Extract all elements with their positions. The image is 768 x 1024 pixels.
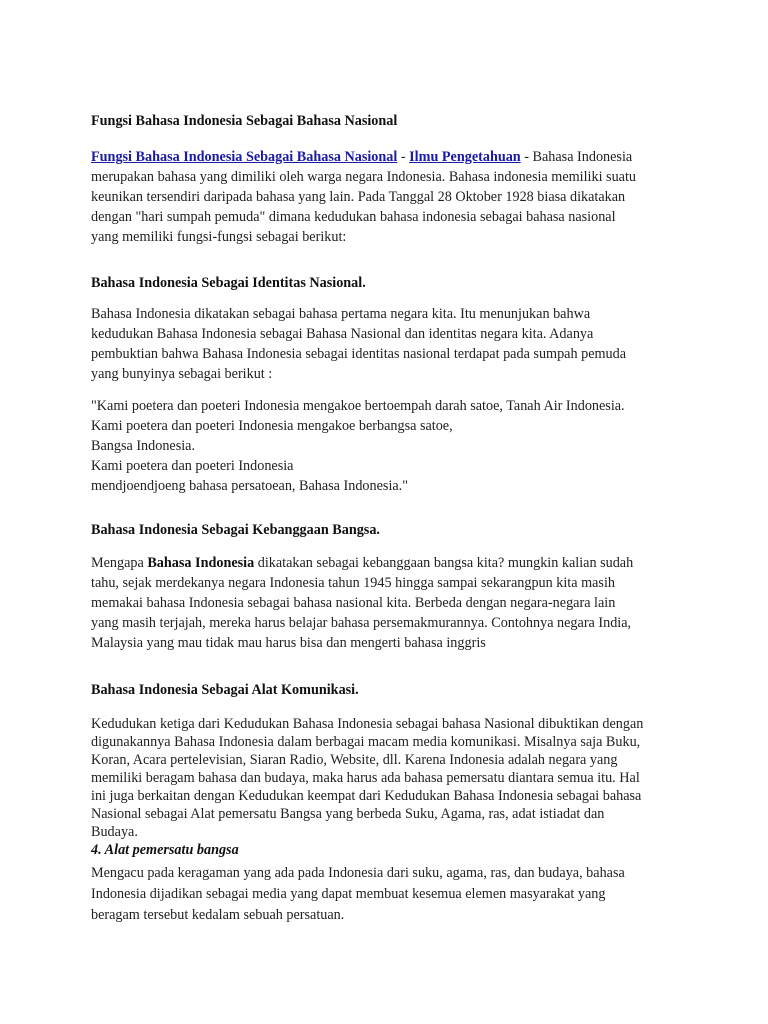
text-line: [91, 345, 626, 363]
text-segment: ini juga berkaitan dengan Kedudukan keempat dari Kedudukan Bahasa Indonesia sebagai bahasa: [91, 788, 642, 804]
text-line: [91, 274, 366, 292]
text-line: [91, 188, 625, 206]
text-line: [91, 397, 625, 415]
text-segment: dikatakan sebagai kebanggaan bangsa kita? mungkin kalian sudah: [254, 555, 634, 571]
text-line: [91, 477, 408, 495]
text-segment: memiliki beragam bahasa dan budaya, maka harus ada bahasa pemersatu diantara semua itu. Hal: [91, 770, 640, 786]
text-line: [91, 148, 632, 166]
text-segment: Kami poetera dan poeteri Indonesia mengakoe berbangsa satoe,: [91, 418, 453, 434]
text-segment: Indonesia dijadikan sebagai media yang dapat membuat kesemua elemen masyarakat yang: [91, 886, 606, 902]
text-line: [91, 554, 633, 572]
text-segment: -: [397, 149, 410, 165]
text-line: [91, 325, 593, 343]
text-segment: Koran, Acara pertelevisian, Siaran Radio, Website, dll. Karena Indonesia adalah negara yang: [91, 752, 618, 768]
text-line: [91, 823, 138, 841]
text-segment: yang memiliki fungsi-fungsi sebagai berikut:: [91, 229, 347, 245]
text-segment: Kami poetera dan poeteri Indonesia: [91, 458, 294, 474]
text-segment: Mengacu pada keragaman yang ada pada Indonesia dari suku, agama, ras, dan budaya, bahasa: [91, 865, 625, 881]
text-segment: Kedudukan ketiga dari Kedudukan Bahasa Indonesia sebagai bahasa Nasional dibuktikan dengan: [91, 716, 644, 732]
text-line: [91, 594, 615, 612]
text-line: [91, 574, 615, 592]
text-segment: Bangsa Indonesia.: [91, 438, 196, 454]
text-segment: - Bahasa Indonesia: [520, 149, 633, 165]
text-line: [91, 805, 604, 823]
text-line: [91, 733, 640, 751]
text-line: [91, 906, 344, 924]
text-line: [91, 681, 359, 699]
text-line: [91, 751, 617, 769]
text-line: [91, 769, 640, 787]
text-segment: pembuktian bahwa Bahasa Indonesia sebagai identitas nasional terdapat pada sumpah pemuda: [91, 346, 627, 362]
text-line: [91, 305, 590, 323]
text-line: [91, 885, 606, 903]
text-segment: yang bunyinya sebagai berikut :: [91, 366, 273, 382]
text-segment: Malaysia yang mau tidak mau harus bisa dan mengerti bahasa inggris: [91, 635, 486, 651]
text-line: [91, 521, 380, 539]
text-segment: Nasional sebagai Alat pemersatu Bangsa yang berbeda Suku, Agama, ras, adat istiadat dan: [91, 806, 605, 822]
text-segment: Bahasa Indonesia Sebagai Kebanggaan Bangsa.: [91, 522, 380, 538]
text-segment: Bahasa Indonesia Sebagai Identitas Nasional.: [91, 275, 366, 291]
text-segment: kedudukan Bahasa Indonesia sebagai Bahasa Nasional dan identitas negara kita. Adanya: [91, 326, 594, 342]
text-segment: yang masih terjajah, mereka harus belajar bahasa persemakmurannya. Contohnya negara India,: [91, 615, 632, 631]
text-segment: Budaya.: [91, 824, 138, 840]
text-segment: Bahasa Indonesia Sebagai Alat Komunikasi.: [91, 682, 359, 698]
text-line: [91, 841, 239, 859]
text-line: [91, 208, 616, 226]
text-line: [91, 614, 631, 632]
text-segment: Bahasa Indonesia: [147, 555, 255, 571]
text-segment: Fungsi Bahasa Indonesia Sebagai Bahasa Nasional: [91, 113, 398, 129]
text-segment: memakai bahasa Indonesia sebagai bahasa nasional kita. Berbeda dengan negara-negara lain: [91, 595, 616, 611]
text-line: [91, 228, 346, 246]
text-segment: dengan "hari sumpah pemuda" dimana kedudukan bahasa indonesia sebagai bahasa nasional: [91, 209, 616, 225]
hyperlink[interactable]: Ilmu Pengetahuan: [409, 149, 521, 165]
text-segment: Bahasa Indonesia dikatakan sebagai bahasa pertama negara kita. Itu menunjukan bahwa: [91, 306, 591, 322]
text-segment: mendjoendjoeng bahasa persatoean, Bahasa Indonesia.": [91, 478, 409, 494]
text-segment: tahu, sejak merdekanya negara Indonesia tahun 1945 hingga sampai sekarangpun kita masih: [91, 575, 615, 591]
text-segment: merupakan bahasa yang dimiliki oleh warga negara Indonesia. Bahasa indonesia memiliki suatu: [91, 169, 637, 185]
text-segment: "Kami poetera dan poeteri Indonesia mengakoe bertoempah darah satoe, Tanah Air Indonesia.: [91, 398, 625, 414]
text-segment: Mengapa: [91, 555, 148, 571]
text-segment: beragam tersebut kedalam sebuah persatuan.: [91, 907, 345, 923]
text-segment: digunakannya Bahasa Indonesia dalam berbagai macam media komunikasi. Misalnya saja Buku,: [91, 734, 641, 750]
text-line: [91, 715, 643, 733]
text-line: [91, 417, 453, 435]
text-line: [91, 437, 195, 455]
text-line: [91, 112, 397, 130]
hyperlink[interactable]: Fungsi Bahasa Indonesia Sebagai Bahasa Nasional: [91, 149, 398, 165]
text-line: [91, 365, 272, 383]
text-line: [91, 457, 293, 475]
text-line: [91, 787, 641, 805]
text-line: [91, 864, 625, 882]
text-segment: 4. Alat pemersatu bangsa: [91, 842, 239, 858]
text-segment: keunikan tersendiri daripada bahasa yang lain. Pada Tanggal 28 Oktober 1928 biasa dikatakan: [91, 189, 626, 205]
text-line: [91, 634, 486, 652]
text-line: [91, 168, 636, 186]
